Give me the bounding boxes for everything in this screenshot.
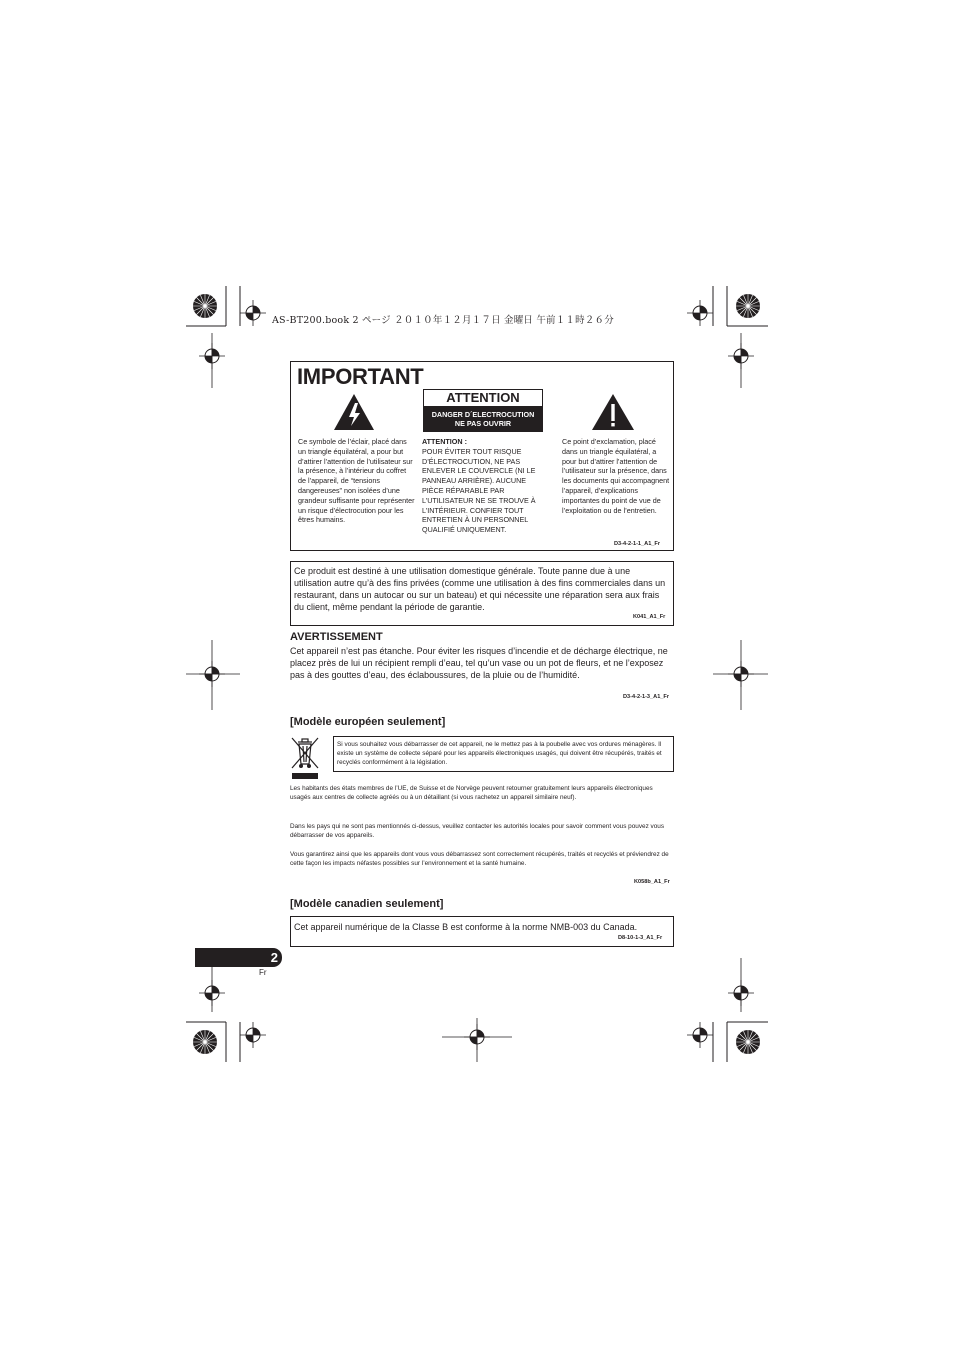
- attention-warning-line2: NE PAS OUVRIR: [454, 419, 512, 428]
- lightning-warning-icon: [333, 393, 375, 431]
- page-language: Fr: [259, 968, 267, 977]
- attention-instructions: [422, 437, 544, 535]
- page-number: 2: [270, 950, 278, 965]
- disposal-notice-text: Si vous souhaitez vous débarrasser de cet appareil, ne le mettez pas à la poubelle avec vos ordures ménagères. Il existe un système de collecte séparé pour les appareils électroniques usagés, qui doivent être récupérés, traités et recyclés conformément à la législation.: [337, 741, 662, 766]
- canadian-notice-text: Cet appareil numérique de la Classe B est conforme à la norme NMB-003 du Canada.: [294, 922, 638, 932]
- lightning-symbol-description: Ce symbole de l’éclair, placé dans un triangle équilatéral, a pour but d’attirer l’attention de l’utilisateur sur la présence, à l’intérieur du coffret de l’appareil, de “tensions dangereuses” non isolées d’une grandeur suffisante pour représenter un risque d’électrocution pour les êtres humains.: [298, 437, 415, 525]
- attention-instructions-heading: ATTENTION :: [422, 437, 467, 446]
- environment-paragraph: Vous garantirez ainsi que les appareils dont vous vous débarrassez sont correctement récupérés, traités et recyclés et préviendrez de cette façon les impacts néfastes possibles sur l’environnement et la santé humaine.: [290, 851, 669, 867]
- important-code: D3-4-2-1-1_A1_Fr: [614, 541, 661, 547]
- european-code: K058b_A1_Fr: [634, 879, 670, 885]
- warning-heading: AVERTISSEMENT: [290, 631, 383, 643]
- crossed-bin-icon: [290, 736, 320, 780]
- domestic-use-code: K041_A1_Fr: [633, 614, 666, 620]
- domestic-use-text: Ce produit est destiné à une utilisation domestique générale. Toute panne due à une utilisation autre qu’à des fins privées (comme une utilisation à des fins commerciales dans un restaurant, dans un autocar ou sur un bateau) et qui nécessite une réparation sera aux frais du client, même pendant la période de garantie.: [294, 566, 666, 612]
- warning-text: Cet appareil n’est pas étanche. Pour éviter les risques d’incendie et de décharge électrique, ne placez près de lui un récipient rempli d’eau, tel qu’un vase ou un pot de fleurs, et ne l’exposez pas à des gouttes d’eau, des éclaboussures, de la pluie ou de l’humidité.: [290, 646, 668, 680]
- attention-warning-line1: DANGER D´ELECTROCUTION: [431, 410, 535, 419]
- file-info-header: AS-BT200.book 2 ページ ２０１０年１２月１７日 金曜日 午前１１時２６分: [272, 315, 614, 326]
- other-countries-paragraph: Dans les pays qui ne sont pas mentionnés ci-dessus, veuillez contacter les autorités locales pour savoir comment vous pouvez vous débarrasser de vos appareils.: [290, 823, 665, 839]
- european-model-heading: [Modèle européen seulement]: [290, 716, 446, 728]
- eu-return-paragraph: Les habitants des états membres de l’UE, de Suisse et de Norvège peuvent retourner gratuitement leurs appareils électroniques usagés aux centres de collecte agréés ou à un détaillant (si vous rachetez un appareil similaire neuf).: [290, 785, 653, 801]
- exclamation-symbol-description: Ce point d’exclamation, placé dans un triangle équilatéral, a pour but d’attirer l’attention de l’utilisateur sur la présence, dans les documents qui accompagnent l’appareil, d’explications importantes du point de vue de l’exploitation ou de l’entretien.: [562, 437, 670, 515]
- important-title: IMPORTANT: [297, 364, 424, 389]
- attention-warning-banner: [423, 407, 543, 432]
- attention-label: ATTENTION: [423, 389, 543, 407]
- exclamation-warning-icon: [591, 393, 635, 431]
- canadian-model-heading: [Modèle canadien seulement]: [290, 898, 444, 910]
- attention-instructions-text: POUR ÉVITER TOUT RISQUE D’ÉLECTROCUTION, NE PAS ENLEVER LE COUVERCLE (NI LE PANNEAU ARRIÈRE). AUCUNE PIÈCE RÉPARABLE PAR L’UTILISATEUR NE SE TROUVE À L’INTÉRIEUR. CONFIER TOUT ENTRETIEN À UN PERSONNEL QUALIFIÉ UNIQUEMENT.: [422, 446, 536, 535]
- canadian-code: D8-10-1-3_A1_Fr: [618, 935, 663, 941]
- warning-code: D3-4-2-1-3_A1_Fr: [623, 694, 670, 700]
